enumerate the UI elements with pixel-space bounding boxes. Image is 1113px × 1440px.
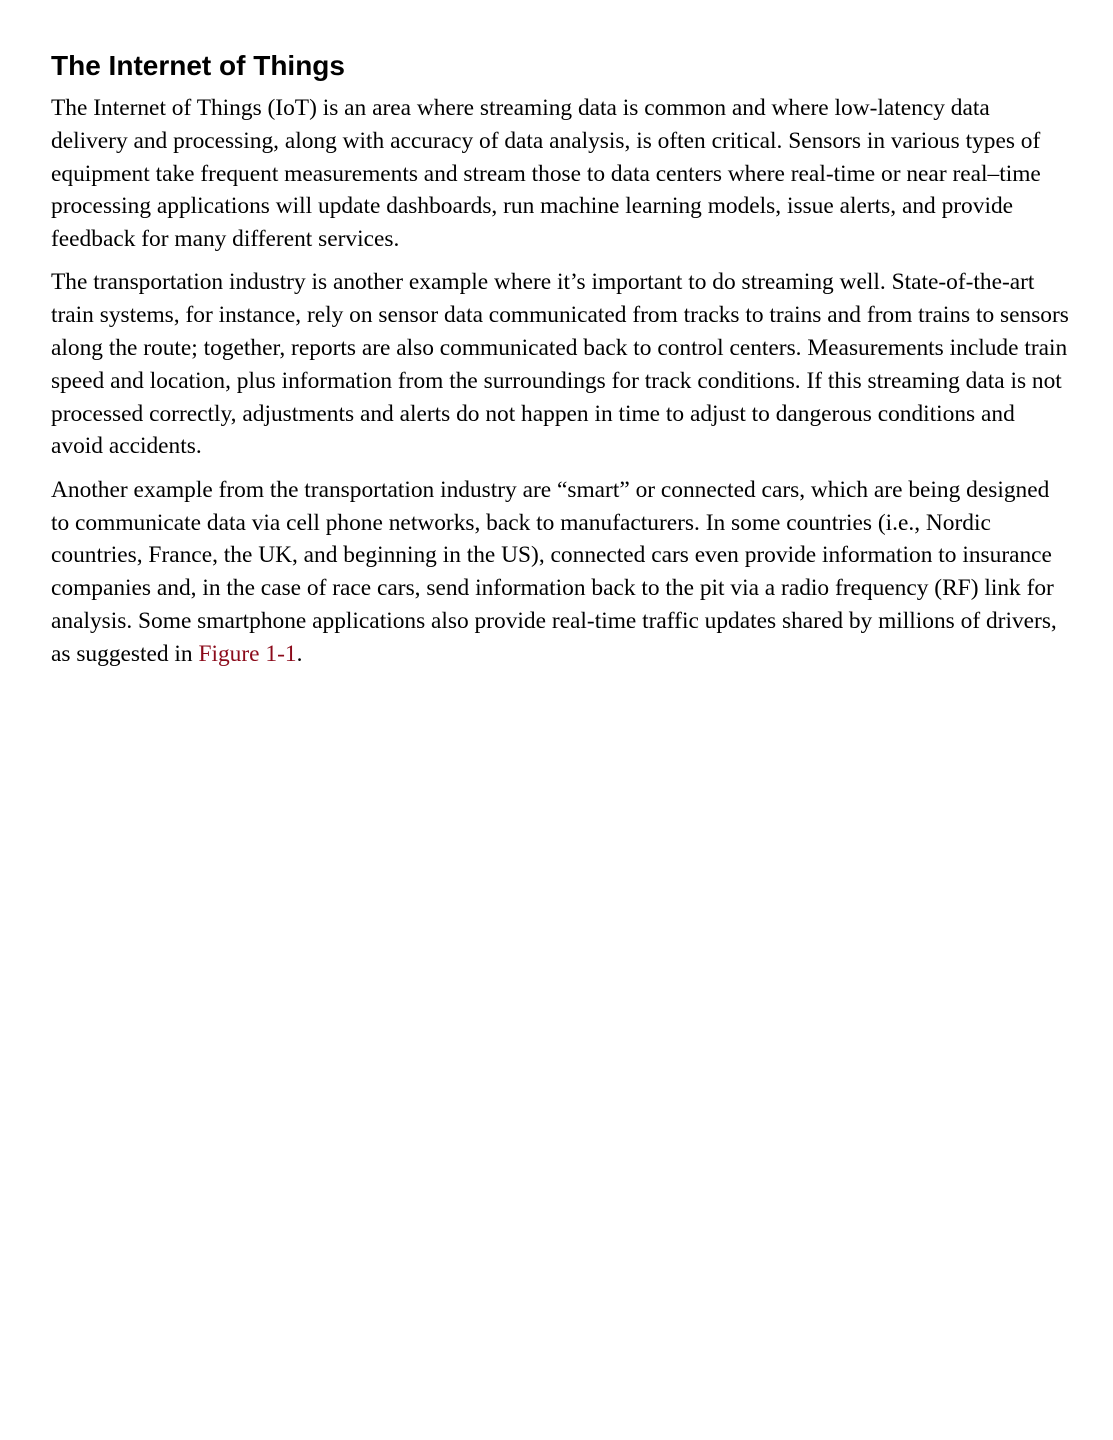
paragraph-connected-cars [51,474,1071,671]
paragraph-transportation: The transportation industry is another example where it’s important to do streaming well. State-of-the-art train systems, for instance, rely on sensor data communicated from tracks to trains and from trains to sensors along the route; together, reports are also communicated back to control centers. Measurements include train speed and location, plus information from the surroundings for track conditions. If this streaming data is not processed correctly, adjustments and alerts do not happen in time to adjust to dangerous conditions and avoid accidents. [51,269,1069,460]
paragraph-connected-cars-end: . [296,640,303,667]
paragraph-connected-cars-text: Another example from the transportation industry are “smart” or connected cars, which are being designed to communicate data via cell phone networks, back to manufacturers. In some countries (i.e., Nordic countries, France, the UK, and beginning in the US), connected cars even provide information to insurance companies and, in the case of race cars, send information back to the pit via a radio frequency (RF) link for analysis. Some smartphone applications also provide real-time traffic updates shared by millions of drivers, as suggested in [51,476,1057,667]
section-heading: The Internet of Things [51,50,345,81]
paragraph-iot: The Internet of Things (IoT) is an area where streaming data is common and where low-latency data delivery and processing, along with accuracy of data analysis, is often critical. Sensors in various types of equipment take frequent measurements and stream those to data centers where real-time or near real–time processing applications will update dashboards, run machine learning models, issue alerts, and provide feedback for many different services. [51,95,1041,253]
figure-1-1-link[interactable]: Figure 1-1 [198,640,297,667]
document-page [51,48,1071,681]
